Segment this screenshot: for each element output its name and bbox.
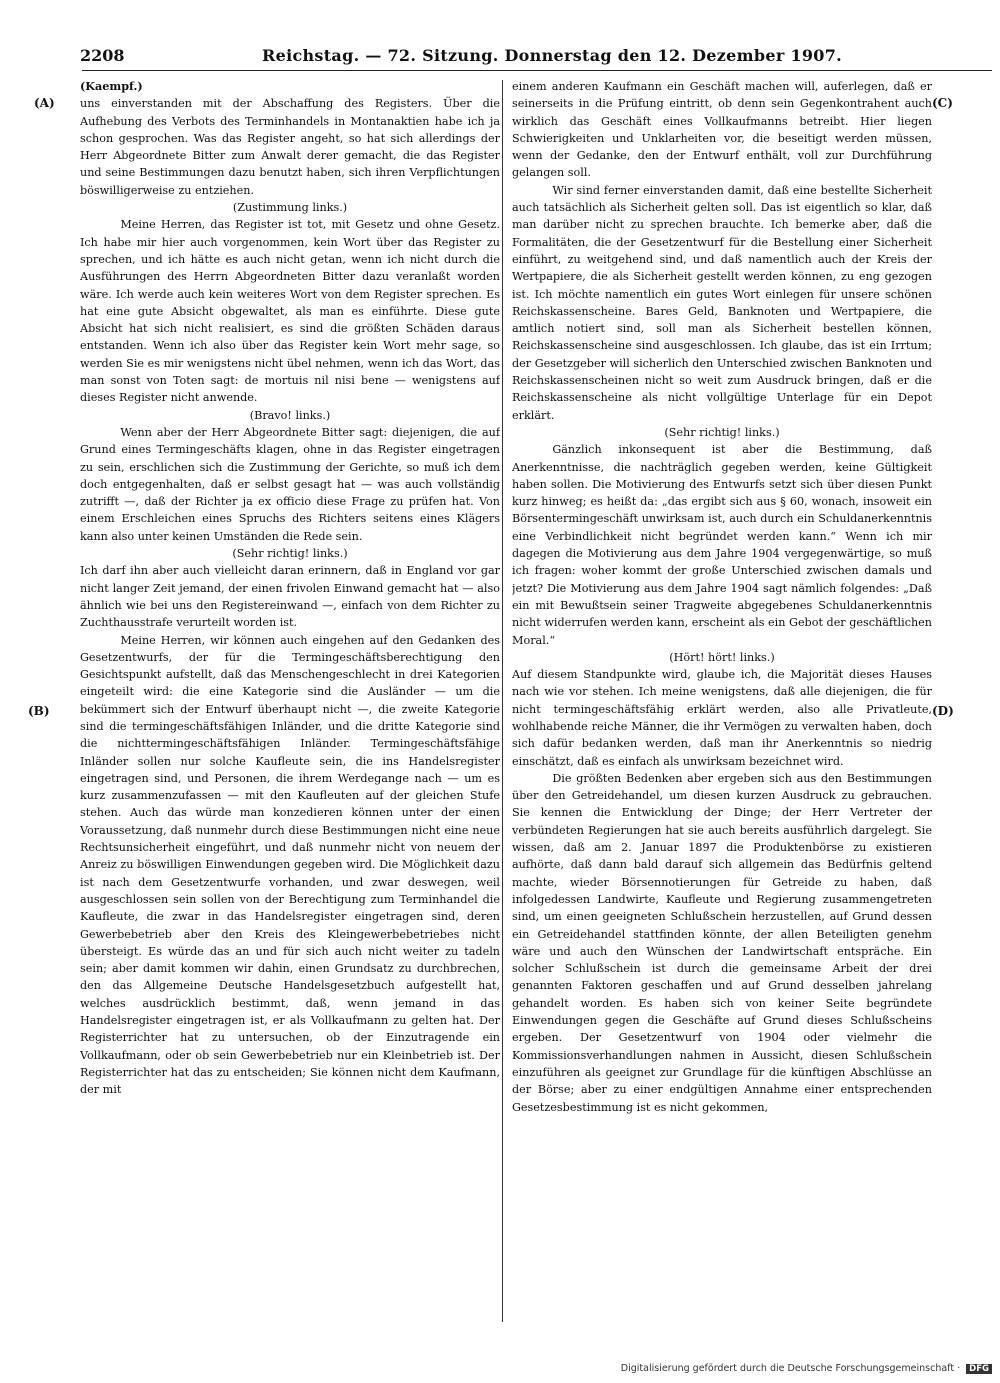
paragraph: Ich darf ihn aber auch vielleicht daran erinnern, daß in England vor gar nicht langer Zeit jemand, der einen frivolen Einwand gemacht hat — also ähnlich wie bei uns den Registereinwand —, einfach von dem Richter zu Zuchthausstrafe verurteilt worden ist.	[80, 564, 500, 630]
paragraph: Die größten Bedenken aber ergeben sich aus den Bestimmungen über den Getreidehandel, um diesen kurzen Ausdruck zu gebrauchen. Sie kennen die Entwicklung der Dinge; der Herr Vertreter der verbündeten Regierungen hat sie auch bereits ausführlich dargelegt. Sie wissen, daß am 2. Januar 1897 die Produktenbörse zu existieren aufhörte, daß dann bald darauf sich allgemein das Bedürfnis geltend machte, wieder Börsennotierungen für Getreide zu haben, daß infolgedessen Landwirte, Kaufleute und Regierung zusammengetreten sind, um einen geeigneten Schlußschein herzustellen, auf Grund dessen ein Getreidehandel stattfinden könnte, der allen Beteiligten genehm wäre und auch den Wünschen der Landwirtschaft entspräche. Ein solcher Schlußschein ist durch die gemeinsame Arbeit der drei genannten Faktoren geschaffen und auf Grund desselben jahrelang gehandelt worden. Es haben sich von keiner Seite begründete Einwendungen gegen die Geschäfte auf Grund dieses Schlußscheins ergeben. Der Gesetzentwurf von 1904 oder vielmehr die Kommissionsverhandlungen nahmen in Aussicht, diesen Schlußschein einzuführen als geeignet zur Grundlage für die künftigen Abschlüsse an der Börse; aber zu einer endgültigen Annahme einer entsprechenden Gesetzesbestimmung ist es nicht gekommen,	[512, 771, 932, 1114]
speaker-name: (Kaempf.)	[80, 79, 143, 93]
page-number: 2208	[80, 46, 125, 65]
paragraph: Meine Herren, wir können auch eingehen auf den Gedanken des Gesetzentwurfs, der für die Termingeschäftsberechtigung den Gesichtspunkt aufstellt, daß das Menschengeschlecht in drei Kategorien eingeteilt wird: die eine Kategorie sind die Ausländer — um die bekümmert sich der Entwurf überhaupt nicht —, die zweite Kategorie sind die termingeschäftsfähigen Inländer, und die dritte Kategorie sind die nichttermingeschäftsfähigen Inländer. Termingeschäftsfähige Inländer sollen nur solche Kaufleute sein, die ins Handelsregister eingetragen sind, und Personen, die ihrem Werdegange nach — um es kurz zusammenzufassen — mit den Kaufleuten auf der gleichen Stufe stehen. Auch das würde man konzedieren können unter der einen Voraussetzung, daß nunmehr durch diese Bestimmungen nicht eine neue Rechtsunsicherheit eingeführt, und daß nunmehr nicht von neuem der Anreiz zu böswilligen Einwendungen gegeben wird. Die Möglichkeit dazu ist nach dem Gesetzentwurfe vorhanden, und zwar deswegen, weil ausgeschlossen sein sollen von der Berechtigung zum Terminhandel die Kaufleute, die zwar in das Handelsregister eingetragen sind, deren Gewerbebetrieb aber den Kreis des Kleingewerbebetriebes nicht übersteigt. Es würde das an und für sich auch nicht weiter zu tadeln sein; aber damit kommen wir dahin, einen Grundsatz zu durchbrechen, den das Allgemeine Deutsche Handelsgesetzbuch aufgestellt hat, welches ausdrücklich bestimmt, daß, wenn jemand in das Handelsregister eingetragen ist, er als Vollkaufmann zu gelten hat. Der Registerrichter hat zu untersuchen, ob der Einzutragende ein Vollkaufmann, oder ob sein Gewerbebetrieb nur ein Kleinbetrieb ist. Der Registerrichter hat das zu entscheiden; Sie können nicht dem Kaufmann, der mit	[80, 633, 500, 1097]
paragraph: Auf diesem Standpunkte wird, glaube ich, die Majorität dieses Hauses nach wie vor stehen. Ich meine wenigstens, daß alle diejenigen, die für nicht termingeschäftsfähig erklärt werden, also alle Privatleute, wohlhabende reiche Männer, die ihr Vermögen zu verwalten haben, doch sich dafür bedanken werden, daß man ihr Anerkenntnis so niedrig einschätzt, daß es einfach als unwirksam bezeichnet wird.	[512, 668, 932, 768]
left-column	[80, 78, 500, 1323]
margin-mark-a: (A)	[34, 96, 55, 110]
footer-text: Digitalisierung gefördert durch die Deutsche Forschungsgemeinschaft ·	[620, 1363, 961, 1374]
reaction: (Bravo! links.)	[249, 408, 331, 422]
reaction: (Sehr richtig! links.)	[232, 547, 348, 561]
margin-mark-d: (D)	[932, 704, 954, 718]
reaction: (Sehr richtig! links.)	[664, 425, 780, 439]
paragraph: Gänzlich inkonsequent ist aber die Bestimmung, daß Anerkenntnisse, die nachträglich gegeben werden, keine Gültigkeit haben sollen. Die Motivierung des Entwurfs setzt sich über diesen Punkt kurz hinweg; es heißt da: „das ergibt sich aus § 60, wonach, insoweit ein Börsentermingeschäft unwirksam ist, auch durch ein Schuldanerkenntnis eine Verbindlichkeit nicht begründet werden kann.“ Wenn ich mir dagegen die Motivierung aus dem Jahre 1904 vergegenwärtige, so muß ich fragen: woher kommt der große Unterschied zwischen damals und jetzt? Die Motivierung aus dem Jahre 1904 sagt nämlich folgendes: „Daß ein mit Bewußtsein seiner Tragweite abgegebenes Schuldanerkenntnis nicht widerrufen werden kann, erscheint als ein Gebot der geschäftlichen Moral.“	[512, 443, 932, 647]
page-title: Reichstag. — 72. Sitzung. Donnerstag den 12. Dezember 1907.	[262, 46, 843, 65]
paragraph: einem anderen Kaufmann ein Geschäft machen will, auferlegen, daß er seinerseits in die Prüfung eintritt, ob denn sein Gegenkontrahent auch wirklich das Geschäft eines Vollkaufmanns betreibt. Hier liegen Schwierigkeiten und Unklarheiten vor, die beseitigt werden müssen, wenn der Gedanke, den der Entwurf enthält, voll zur Durchführung gelangen soll.	[512, 80, 932, 180]
paragraph: Wir sind ferner einverstanden damit, daß eine bestellte Sicherheit auch tatsächlich als Sicherheit gelten soll. Das ist eigentlich so klar, daß man darüber nicht zu sprechen brauchte. Ich bemerke aber, daß die Formalitäten, die der Gesetzentwurf für die Bestellung einer Sicherheit einführt, zu weitgehend sind, und daß namentlich auch der Kreis der Wertpapiere, die als Sicherheit gestellt werden können, zu eng gezogen ist. Ich möchte namentlich ein gutes Wort einlegen für unsere schönen Reichskassenscheine. Bares Geld, Banknoten und Wertpapiere, die amtlich notiert sind, soll man als Sicherheit bestellen können, Reichskassenscheine sind ausgeschlossen. Ich glaube, das ist ein Irrtum; der Gesetzgeber will sicherlich den Unterschied zwischen Banknoten und Reichskassenscheinen nicht so weit zum Ausdruck bringen, daß er die Reichskassenscheine als nicht vollgültige Unterlage für ein Depot erklärt.	[512, 183, 932, 422]
paragraph: Wenn aber der Herr Abgeordnete Bitter sagt: diejenigen, die auf Grund eines Termingeschäfts klagen, ohne in das Register eingetragen zu sein, erschlichen sich die Zustimmung der Gerichte, so muß ich dem doch entgegenhalten, daß er selbst gesagt hat — was auch vollständig zutrifft —, daß der Richter ja ex officio diese Frage zu prüfen hat. Von einem Erschleichen eines Spruchs des Richters seitens eines Klägers kann also unter keinen Umständen die Rede sein.	[80, 425, 500, 543]
right-column	[512, 78, 932, 1323]
margin-mark-b: (B)	[28, 704, 50, 718]
paragraph: uns einverstanden mit der Abschaffung des Registers. Über die Aufhebung des Verbots des Terminhandels in Montanaktien habe ich ja schon gesprochen. Was das Register angeht, so hat sich allerdings der Herr Abgeordnete Bitter zum Anwalt derer gemacht, die das Register und seine Bestimmungen dazu benutzt haben, sich ihren Verpflichtungen böswilligerweise zu entziehen.	[80, 97, 500, 197]
footer-credit	[621, 1363, 992, 1374]
reaction: (Zustimmung links.)	[232, 201, 348, 215]
reaction: (Hört! hört! links.)	[669, 650, 775, 664]
dfg-logo: DFG	[966, 1364, 992, 1374]
page-header	[82, 44, 992, 71]
margin-mark-c: (C)	[932, 96, 953, 110]
column-divider	[502, 80, 503, 1322]
paragraph: Meine Herren, das Register ist tot, mit Gesetz und ohne Gesetz. Ich habe mir hier auch vorgenommen, kein Wort über das Register zu sprechen, und ich hätte es auch nicht getan, wenn ich nicht durch die Ausführungen des Herrn Abgeordneten Bitter dazu veranlaßt worden wäre. Ich werde auch kein weiteres Wort von dem Register sprechen. Es hat eine gute Absicht obgewaltet, als man es einführte. Diese gute Absicht hat sich nicht realisiert, es sind die größten Schäden daraus entstanden. Wenn ich also über das Register kein Wort mehr sage, so werden Sie es mir wenigstens nicht übel nehmen, wenn ich das Wort, das man sonst von Toten sagt: de mortuis nil nisi bene — wenigstens auf dieses Register nicht anwende.	[80, 218, 500, 405]
